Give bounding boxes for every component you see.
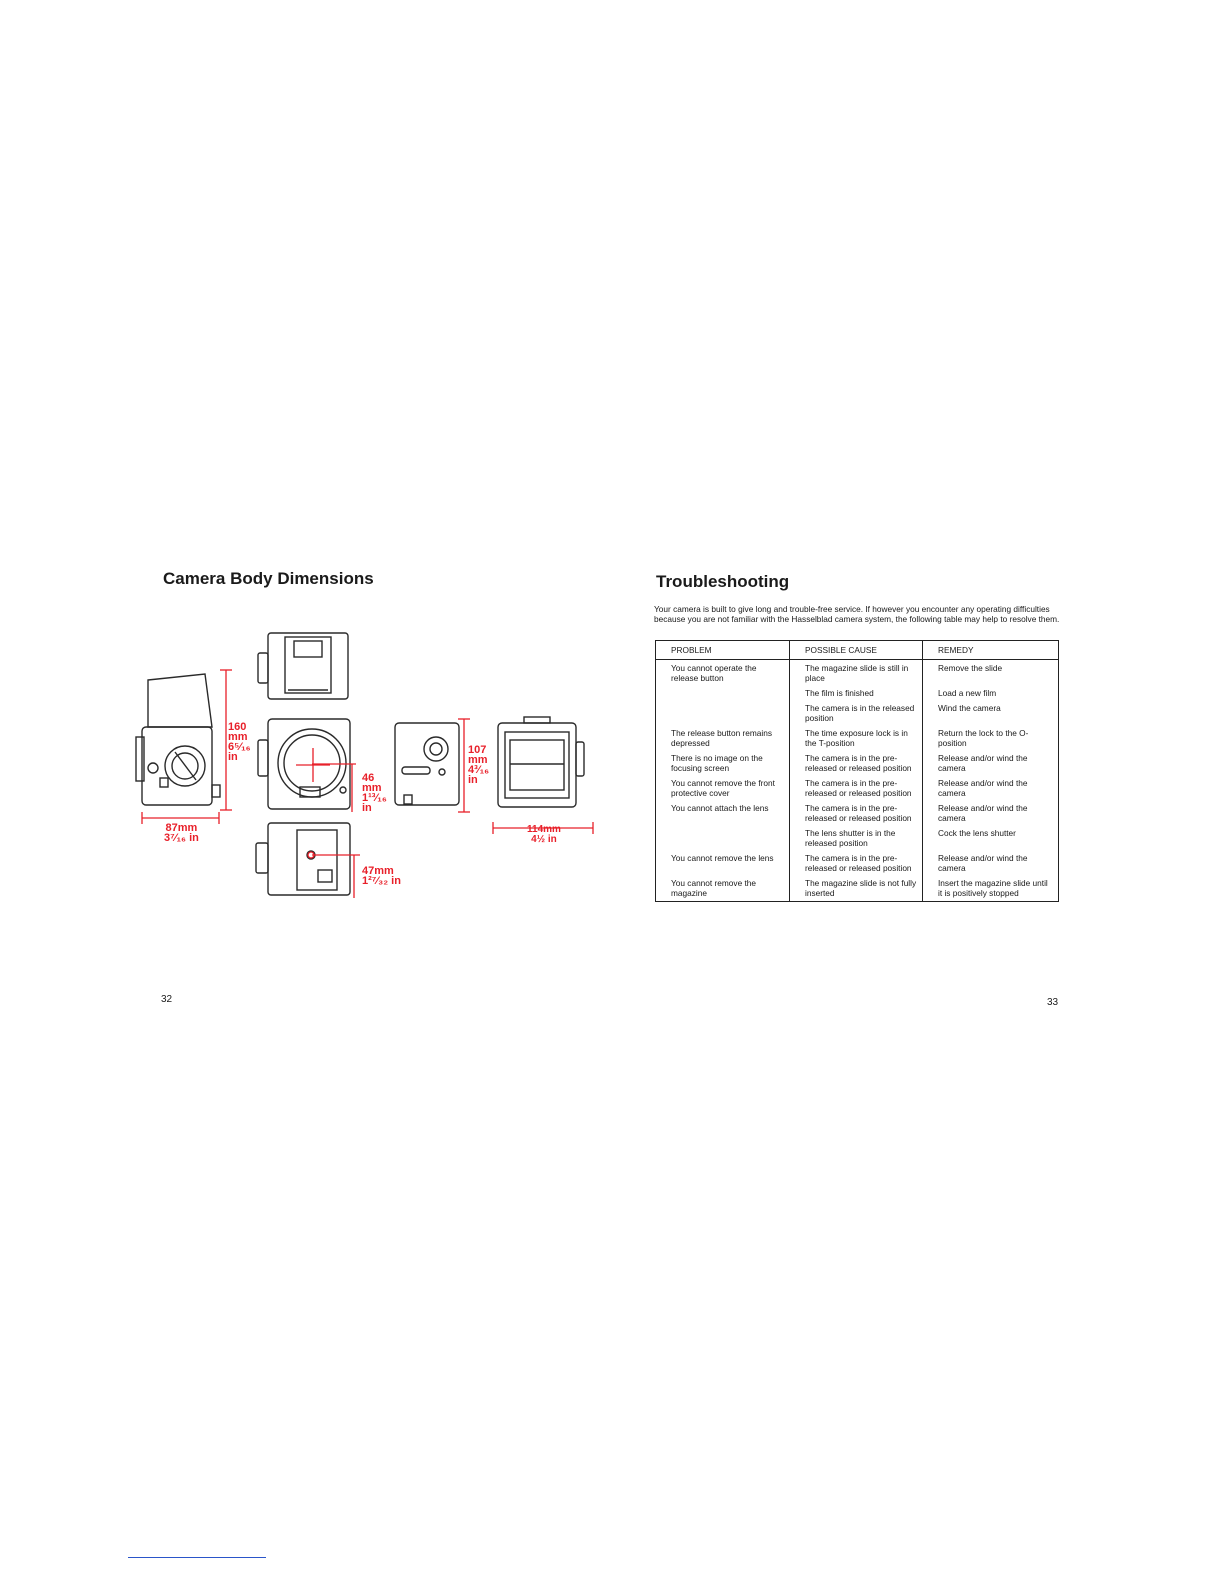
problem-cell: You cannot remove the front protective cover	[671, 778, 775, 798]
problem-cell: You cannot attach the lens	[671, 803, 769, 813]
left-page-number: 32	[161, 994, 173, 1005]
cause-cell: The camera is in the pre-released or released position	[790, 851, 923, 876]
dimension-inch: 6⁵⁄₁₆	[228, 741, 251, 753]
dimension-label-47mm	[362, 866, 401, 886]
camera-right-side-drawing	[395, 723, 459, 805]
problem-cell: You cannot operate the release button	[671, 663, 757, 683]
camera-side-view-drawing	[136, 674, 220, 805]
camera-top-view-drawing	[258, 633, 348, 699]
dimension-label-114mm	[527, 825, 561, 845]
camera-rear-view-drawing	[498, 717, 584, 807]
dimension-label-160mm	[228, 722, 251, 762]
dimension-inch: 4³⁄₁₆	[468, 764, 490, 776]
dimension-inch-unit: in	[468, 774, 478, 786]
dimension-value: 47mm	[362, 865, 394, 877]
remedy-cell: Return the lock to the O-position	[923, 726, 1059, 751]
cause-cell: The time exposure lock is in the T-position	[790, 726, 923, 751]
link-underline	[128, 1557, 266, 1558]
remedy-cell: Release and/or wind the camera	[923, 776, 1059, 801]
dimension-inch: 4½ in	[531, 834, 557, 845]
dimension-inch: 1¹³⁄₁₆	[362, 792, 387, 804]
camera-dimension-drawings	[0, 0, 620, 920]
remedy-cell: Remove the slide	[923, 660, 1059, 687]
table-row	[656, 851, 1059, 876]
dimension-unit: mm	[228, 731, 248, 743]
dimension-label-46mm	[362, 773, 387, 813]
remedy-cell: Release and/or wind the camera	[923, 801, 1059, 826]
table-row	[656, 776, 1059, 801]
problem-cell	[656, 701, 790, 726]
problem-cell: You cannot remove the magazine	[671, 878, 757, 898]
cause-cell: The magazine slide is not fully inserted	[790, 876, 923, 902]
cause-cell: The film is finished	[790, 686, 923, 701]
problem-cell	[656, 686, 790, 701]
cause-cell: The camera is in the pre-released or released position	[790, 801, 923, 826]
troubleshooting-table	[655, 640, 1059, 902]
dimension-value: 160	[228, 721, 247, 733]
table-row	[656, 876, 1059, 902]
cause-cell: The camera is in the released position	[790, 701, 923, 726]
camera-bottom-view-drawing	[256, 823, 350, 895]
table-row	[656, 826, 1059, 851]
dimension-value: 87mm	[165, 822, 198, 834]
left-page-title: Camera Body Dimensions	[163, 569, 374, 588]
column-header-cause: POSSIBLE CAUSE	[790, 641, 923, 660]
dimension-value: 107	[468, 744, 487, 756]
problem-cell	[656, 826, 790, 851]
intro-paragraph: Your camera is built to give long and trouble-free service. If however you encounter any operating difficulties because you are not familiar with the Hasselblad camera system, the following table may help to resolve them.	[654, 604, 1060, 624]
remedy-cell: Release and/or wind the camera	[923, 851, 1059, 876]
table-row	[656, 686, 1059, 701]
table-row	[656, 751, 1059, 776]
cause-cell: The lens shutter is in the released position	[790, 826, 923, 851]
right-page-number: 33	[1047, 997, 1059, 1008]
remedy-cell: Cock the lens shutter	[923, 826, 1059, 851]
dimension-inch: 1²⁷⁄₃₂ in	[362, 875, 401, 887]
dimension-unit: mm	[468, 754, 488, 766]
remedy-cell: Release and/or wind the camera	[923, 751, 1059, 776]
remedy-cell: Insert the magazine slide until it is positively stopped	[923, 876, 1059, 902]
table-row	[656, 660, 1059, 687]
problem-cell: The release button remains depressed	[671, 728, 773, 748]
dimension-inch-unit: in	[228, 751, 238, 763]
column-header-problem: PROBLEM	[656, 641, 790, 660]
dimension-value: 46	[362, 772, 375, 784]
table-row	[656, 701, 1059, 726]
right-page-title: Troubleshooting	[656, 572, 790, 591]
dimension-unit: mm	[362, 782, 382, 794]
table-header-row	[656, 641, 1059, 660]
dimension-value: 114mm	[527, 824, 561, 835]
dimension-inch: 3⁷⁄₁₆ in	[164, 832, 199, 844]
cause-cell: The magazine slide is still in place	[790, 660, 923, 687]
cause-cell: The camera is in the pre-released or released position	[790, 776, 923, 801]
column-header-remedy: REMEDY	[923, 641, 1059, 660]
table-row	[656, 801, 1059, 826]
dimension-inch-unit: in	[362, 802, 372, 814]
remedy-cell: Wind the camera	[923, 701, 1059, 726]
table-row	[656, 726, 1059, 751]
remedy-cell: Load a new film	[923, 686, 1059, 701]
problem-cell: There is no image on the focusing screen	[671, 753, 763, 773]
dimension-label-107mm	[468, 745, 489, 785]
cause-cell: The camera is in the pre-released or released position	[790, 751, 923, 776]
problem-cell: You cannot remove the lens	[671, 853, 774, 863]
dimension-label-87mm	[164, 823, 199, 843]
